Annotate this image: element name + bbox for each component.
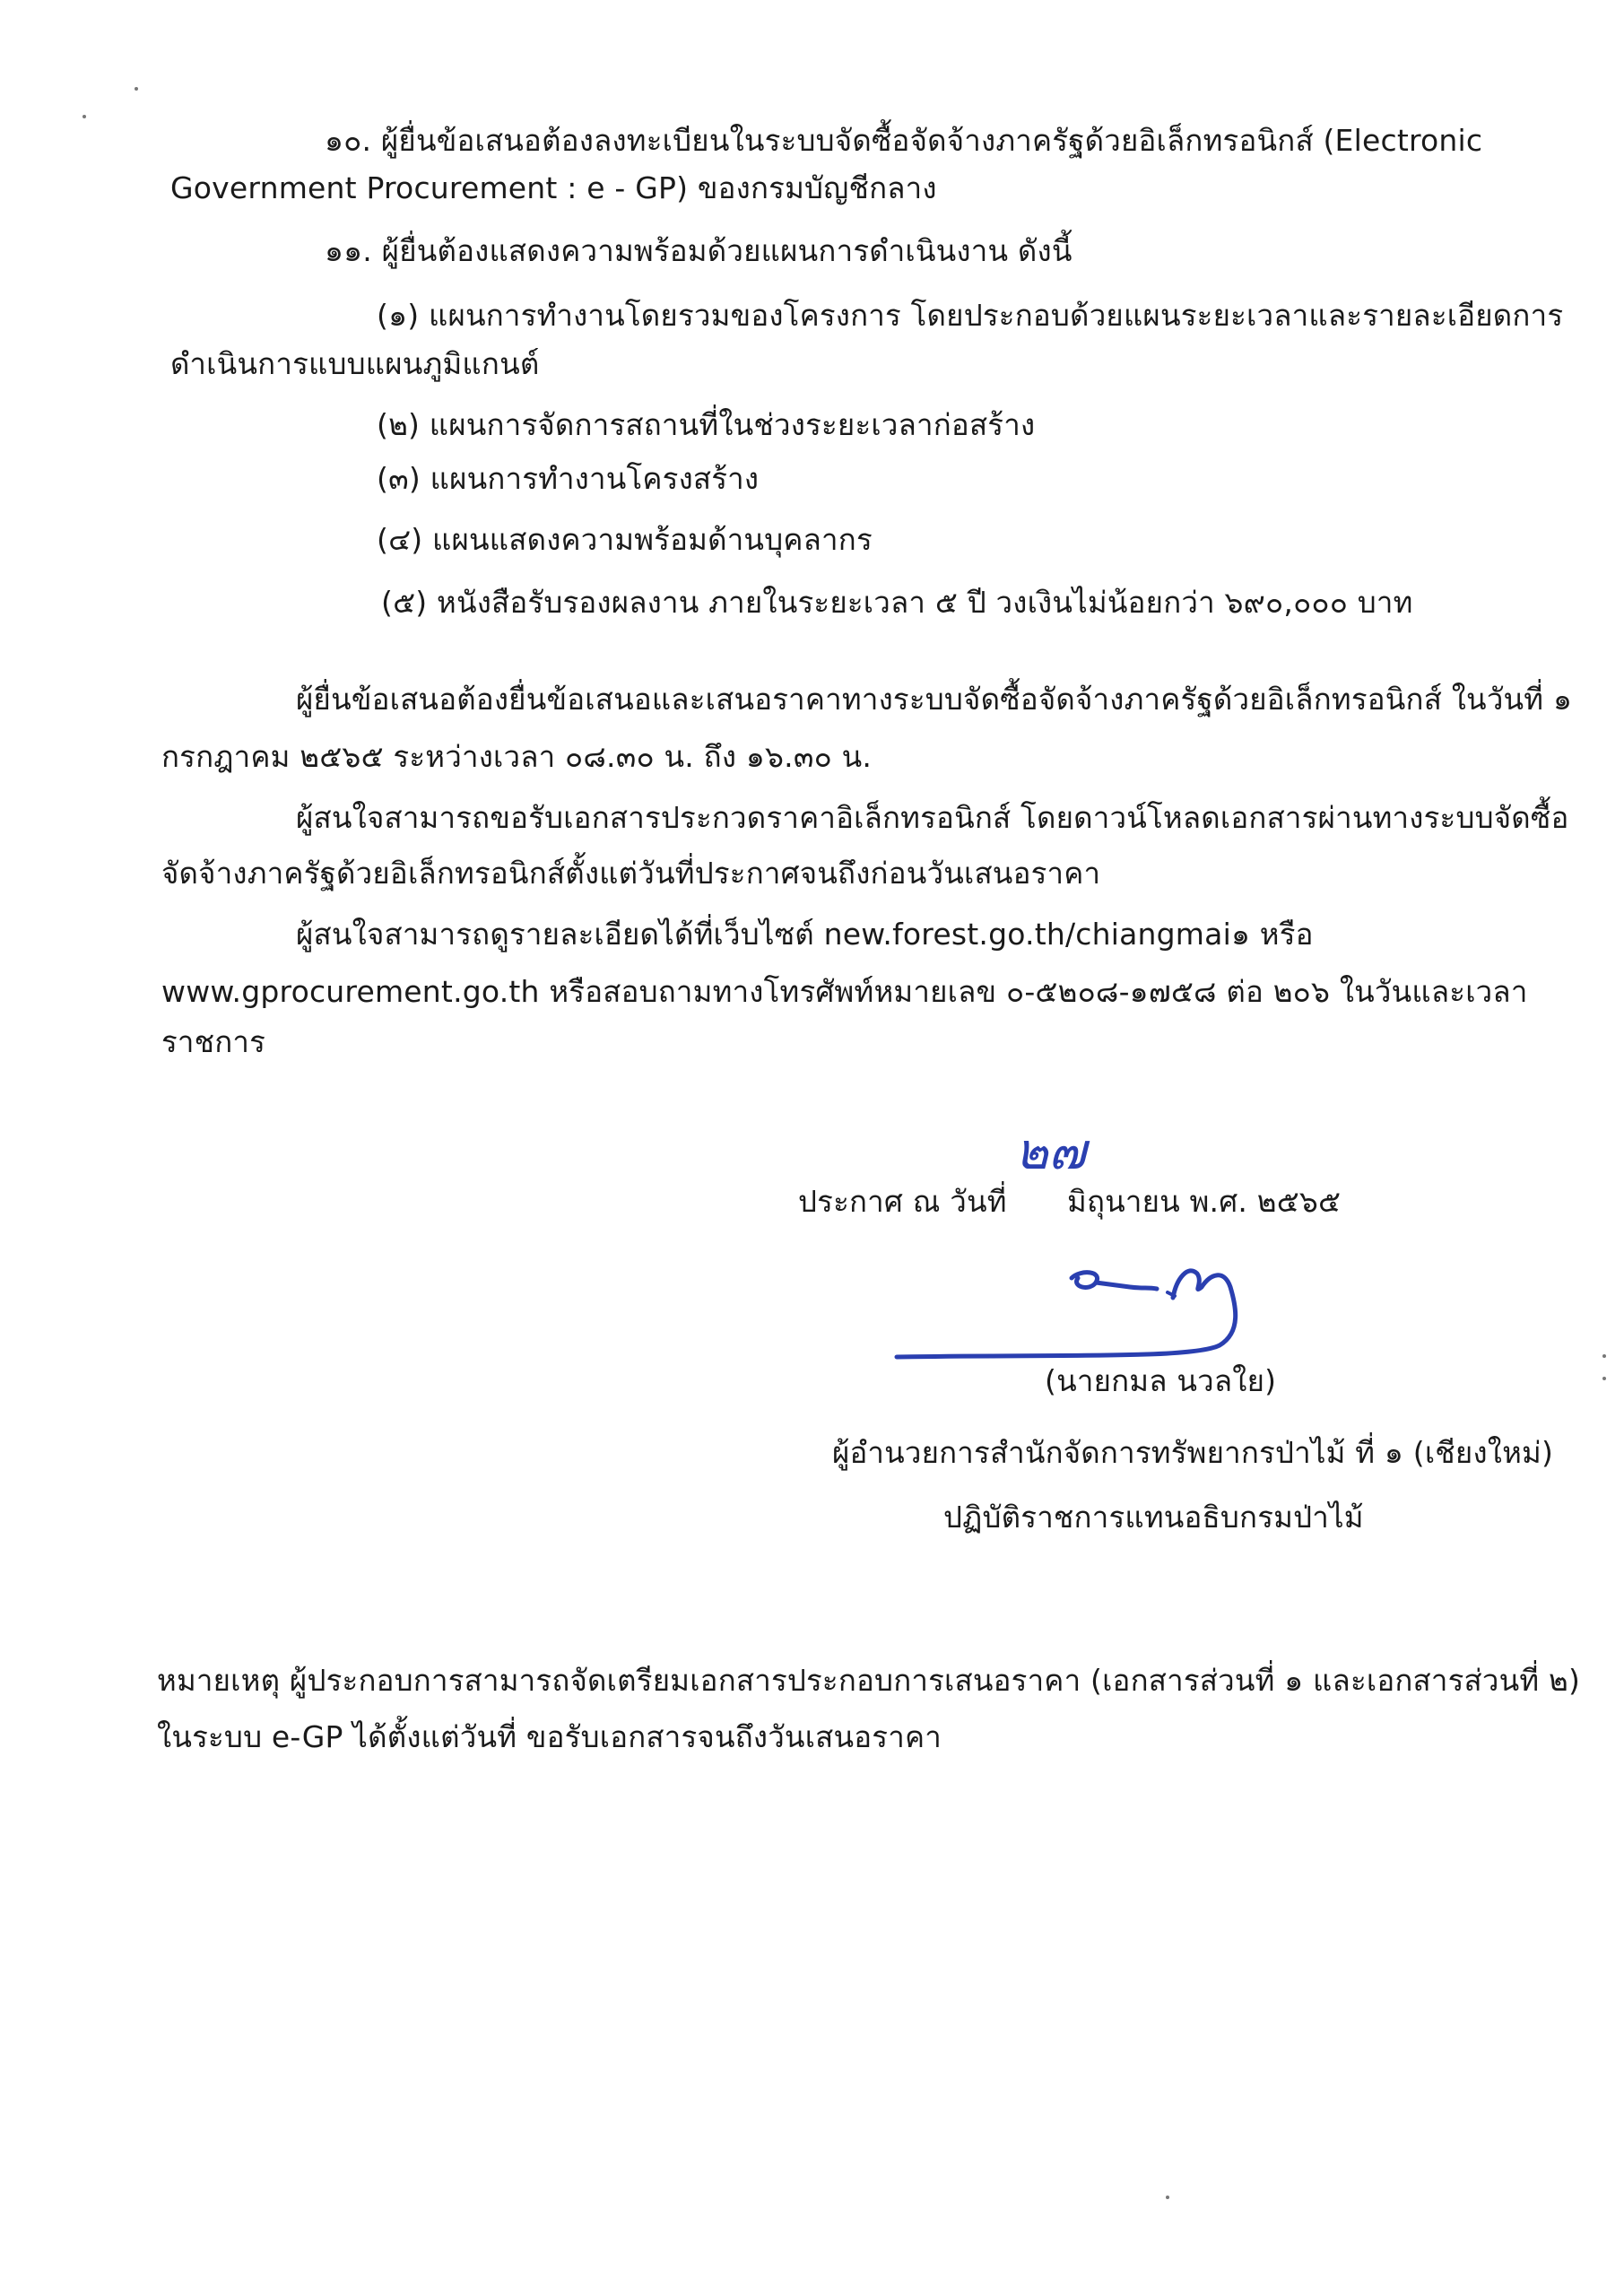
download-line-1: ผู้สนใจสามารถขอรับเอกสารประกวดราคาอิเล็กทรอนิกส์ โดยดาวน์โหลดเอกสารผ่านทางระบบจัดซื้อ [296, 800, 1569, 835]
contact-line-3: ราชการ [161, 1024, 266, 1059]
scan-speck [1166, 2196, 1169, 2199]
download-line-2: จัดจ้างภาครัฐด้วยอิเล็กทรอนิกส์ตั้งแต่วันที่ประกาศจนถึงก่อนวันเสนอราคา [161, 856, 1101, 891]
submission-line-2: กรกฎาคม ๒๕๖๕ ระหว่างเวลา ๐๘.๓๐ น. ถึง ๑๖.๓๐ น. [161, 739, 873, 774]
scan-speck [1602, 1377, 1606, 1380]
submission-line-1: ผู้ยื่นข้อเสนอต้องยื่นข้อเสนอและเสนอราคาทางระบบจัดซื้อจัดจ้างภาครัฐด้วยอิเล็กทรอนิกส์ ในวันที่ ๑ [296, 682, 1573, 717]
plan-1-line-1: (๑) แผนการทำงานโดยรวมของโครงการ โดยประกอบด้วยแผนระยะเวลาและรายละเอียดการ [377, 298, 1564, 333]
scan-speck [83, 115, 86, 118]
plan-5: (๕) หนังสือรับรองผลงาน ภายในระยะเวลา ๕ ปี วงเงินไม่น้อยกว่า ๖๙๐,๐๐๐ บาท [381, 585, 1413, 620]
item-11-heading: ๑๑. ผู้ยื่นต้องแสดงความพร้อมด้วยแผนการดำเนินงาน ดังนี้ [325, 233, 1073, 268]
plan-2: (๒) แผนการจัดการสถานที่ในช่วงระยะเวลาก่อสร้าง [377, 407, 1036, 442]
contact-line-2: www.gprocurement.go.th หรือสอบถามทางโทรศัพท์หมายเลข ๐-๕๒๐๘-๑๗๕๘ ต่อ ๒๐๖ ในวันและเวลา [161, 974, 1528, 1009]
remark-line-2: ในระบบ e-GP ได้ตั้งแต่วันที่ ขอรับเอกสารจนถึงวันเสนอราคา [157, 1719, 942, 1754]
scan-speck [135, 87, 138, 91]
announcement-date-prefix: ประกาศ ณ วันที่ [798, 1184, 1007, 1219]
announcement-date-suffix: มิถุนายน พ.ศ. ๒๕๖๕ [1067, 1184, 1342, 1219]
signatory-title: ผู้อำนวยการสำนักจัดการทรัพยากรป่าไม้ ที่ ๑ (เชียงใหม่) [832, 1435, 1554, 1470]
signature-mark [888, 1242, 1300, 1377]
plan-4: (๔) แผนแสดงความพร้อมด้านบุคลากร [377, 522, 873, 557]
plan-3: (๓) แผนการทำงานโครงสร้าง [377, 461, 760, 496]
item-10-line-2: Government Procurement : e - GP) ของกรมบัญชีกลาง [170, 170, 937, 205]
item-10-line-1: ๑๐. ผู้ยื่นข้อเสนอต้องลงทะเบียนในระบบจัดซื้อจัดจ้างภาครัฐด้วยอิเล็กทรอนิกส์ (Electronic [325, 123, 1483, 158]
scan-speck [1602, 1354, 1606, 1358]
remark-line-1: หมายเหตุ ผู้ประกอบการสามารถจัดเตรียมเอกสารประกอบการเสนอราคา (เอกสารส่วนที่ ๑ และเอกสารส่วนที่ ๒) [157, 1663, 1581, 1698]
signatory-name: (นายกมล นวลใย) [1045, 1363, 1277, 1398]
plan-1-line-2: ดำเนินการแบบแผนภูมิแกนต์ [170, 346, 540, 381]
contact-line-1: ผู้สนใจสามารถดูรายละเอียดได้ที่เว็บไซต์ new.forest.go.th/chiangmai๑ หรือ [296, 917, 1314, 952]
handwritten-date-day: ๒๗ [1015, 1123, 1087, 1181]
signatory-acting-for: ปฏิบัติราชการแทนอธิบกรมป่าไม้ [943, 1500, 1364, 1535]
